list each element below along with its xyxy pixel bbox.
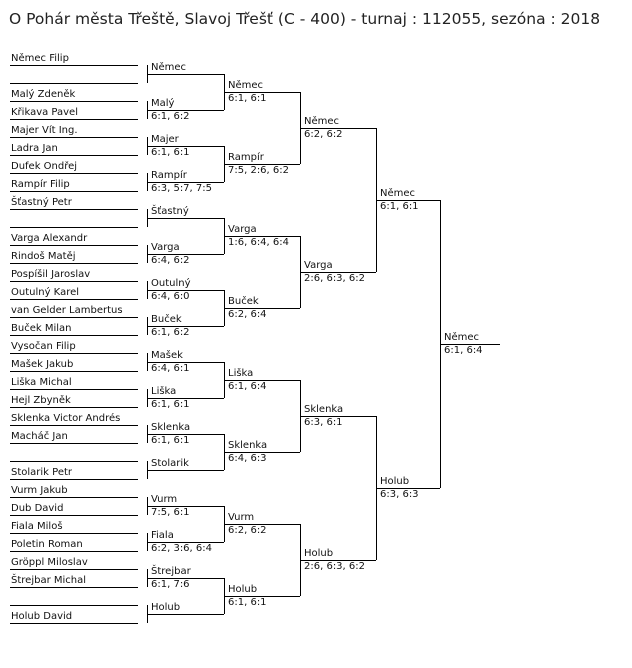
player-name: Hejl Zbyněk	[11, 395, 71, 406]
player-line	[10, 515, 138, 516]
player-name: Ladra Jan	[11, 143, 58, 154]
player-line	[10, 263, 138, 264]
player-line	[10, 335, 138, 336]
player-name: Sklenka Victor Andrés	[11, 413, 121, 424]
match-winner: Rampír	[228, 152, 264, 163]
match-score: 6:1, 6:1	[380, 201, 419, 212]
player-line	[10, 371, 138, 372]
match-winner: Malý	[151, 98, 175, 109]
match-score: 6:2, 6:4	[228, 309, 267, 320]
match-score: 6:3, 5:7, 7:5	[151, 183, 212, 194]
match-score: 6:1, 6:1	[228, 93, 267, 104]
player-name: Vysočan Filip	[11, 341, 76, 352]
player-line	[10, 533, 138, 534]
player-name: Rindoš Matěj	[11, 251, 76, 262]
match-winner: Buček	[151, 314, 182, 325]
match-score: 6:1, 6:1	[151, 147, 190, 158]
player-name: Liška Michal	[11, 377, 72, 388]
player-name: Outulný Karel	[11, 287, 80, 298]
player-name: Holub David	[11, 611, 73, 622]
player-name: Malý Zdeněk	[11, 89, 76, 100]
match-score: 6:3, 6:1	[304, 417, 343, 428]
match-score: 7:5, 2:6, 6:2	[228, 165, 289, 176]
player-name: Vurm Jakub	[11, 485, 68, 496]
player-name: Majer Vít Ing.	[11, 125, 78, 136]
player-line	[10, 209, 138, 210]
match-score: 1:6, 6:4, 6:4	[228, 237, 289, 248]
match-winner: Němec	[380, 188, 416, 199]
match-winner: Liška	[228, 368, 254, 379]
match-winner: Holub	[304, 548, 334, 559]
match-winner: Vurm	[151, 494, 178, 505]
player-line	[10, 605, 138, 606]
match-winner: Holub	[151, 602, 181, 613]
player-line	[10, 299, 138, 300]
player-line	[10, 137, 138, 138]
player-name: Poletin Roman	[11, 539, 83, 550]
player-name: Němec Filip	[11, 53, 69, 64]
player-line	[10, 407, 138, 408]
player-name: Stolarik Petr	[11, 467, 73, 478]
player-line	[10, 317, 138, 318]
match-line	[147, 74, 224, 75]
match-winner: Varga	[151, 242, 180, 253]
player-line	[10, 353, 138, 354]
player-line	[10, 83, 138, 84]
match-winner: Šťastný	[151, 206, 189, 217]
player-name: van Gelder Lambertus	[11, 305, 123, 316]
match-winner: Varga	[228, 224, 257, 235]
match-winner: Majer	[151, 134, 179, 145]
match-score: 6:2, 6:2	[304, 129, 343, 140]
player-line	[10, 587, 138, 588]
player-line	[10, 497, 138, 498]
match-score: 6:1, 6:4	[444, 345, 483, 356]
match-winner: Varga	[304, 260, 333, 271]
match-score: 7:5, 6:1	[151, 507, 190, 518]
player-line	[10, 461, 138, 462]
player-name: Křikava Pavel	[11, 107, 78, 118]
match-winner: Němec	[304, 116, 340, 127]
player-line	[10, 245, 138, 246]
match-score: 6:2, 6:2	[228, 525, 267, 536]
player-line	[10, 155, 138, 156]
match-winner: Mašek	[151, 350, 183, 361]
match-winner: Rampír	[151, 170, 187, 181]
match-line	[147, 614, 224, 615]
player-name: Varga Alexandr	[11, 233, 88, 244]
match-winner: Vurm	[228, 512, 255, 523]
player-line	[10, 443, 138, 444]
match-score: 6:4, 6:2	[151, 255, 190, 266]
player-name: Gröppl Miloslav	[11, 557, 88, 568]
match-score: 6:1, 6:1	[151, 399, 190, 410]
player-name: Pospíšil Jaroslav	[11, 269, 91, 280]
player-line	[10, 227, 138, 228]
player-line	[10, 101, 138, 102]
player-line	[10, 173, 138, 174]
match-score: 6:1, 6:1	[228, 597, 267, 608]
player-line	[10, 425, 138, 426]
player-name: Macháč Jan	[11, 431, 68, 442]
player-line	[10, 119, 138, 120]
match-winner: Fiala	[151, 530, 174, 541]
match-winner: Sklenka	[151, 422, 191, 433]
player-line	[10, 623, 138, 624]
match-winner: Liška	[151, 386, 177, 397]
player-line	[10, 569, 138, 570]
match-score: 6:4, 6:3	[228, 453, 267, 464]
match-winner: Němec	[151, 62, 187, 73]
match-score: 6:1, 7:6	[151, 579, 190, 590]
match-winner: Štrejbar	[151, 566, 191, 577]
match-winner: Outulný	[151, 278, 191, 289]
player-name: Dufek Ondřej	[11, 161, 78, 172]
match-winner: Sklenka	[304, 404, 344, 415]
match-score: 6:1, 6:4	[228, 381, 267, 392]
player-name: Dub David	[11, 503, 64, 514]
match-score: 2:6, 6:3, 6:2	[304, 561, 365, 572]
player-name: Rampír Filip	[11, 179, 70, 190]
match-score: 6:1, 6:2	[151, 327, 190, 338]
match-winner: Němec	[228, 80, 264, 91]
match-score: 6:4, 6:0	[151, 291, 190, 302]
match-score: 6:4, 6:1	[151, 363, 190, 374]
player-name: Fiala Miloš	[11, 521, 63, 532]
player-name: Mašek Jakub	[11, 359, 74, 370]
player-line	[10, 551, 138, 552]
player-line	[10, 65, 138, 66]
match-winner: Buček	[228, 296, 259, 307]
player-name: Štrejbar Michal	[11, 575, 87, 586]
player-line	[10, 191, 138, 192]
player-line	[10, 389, 138, 390]
player-line	[10, 281, 138, 282]
player-line	[10, 479, 138, 480]
page-title: O Pohár města Třeště, Slavoj Třešť (C - 400) - turnaj : 112055, sezóna : 2018	[9, 10, 601, 28]
match-score: 6:3, 6:3	[380, 489, 419, 500]
match-line	[147, 470, 224, 471]
match-score: 6:1, 6:1	[151, 435, 190, 446]
match-score: 6:2, 3:6, 6:4	[151, 543, 212, 554]
player-name: Buček Milan	[11, 323, 72, 334]
player-name: Šťastný Petr	[11, 197, 72, 208]
match-score: 2:6, 6:3, 6:2	[304, 273, 365, 284]
match-winner: Němec	[444, 332, 480, 343]
match-winner: Stolarik	[151, 458, 189, 469]
match-winner: Holub	[380, 476, 410, 487]
match-winner: Sklenka	[228, 440, 268, 451]
match-winner: Holub	[228, 584, 258, 595]
match-line	[147, 218, 224, 219]
match-score: 6:1, 6:2	[151, 111, 190, 122]
